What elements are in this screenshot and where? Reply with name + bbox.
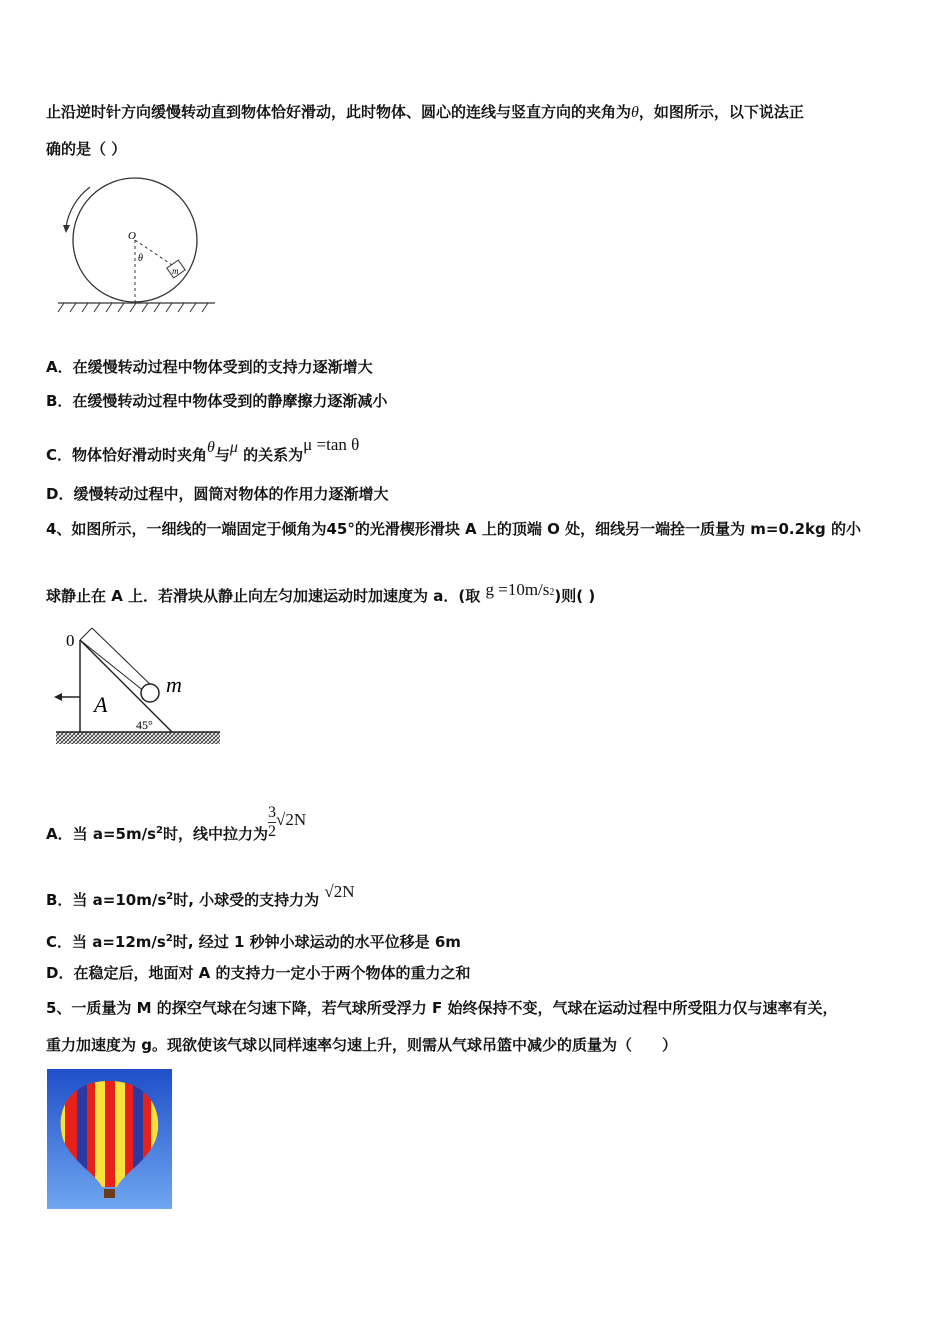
rotation-arrow-icon — [66, 187, 90, 227]
center-label: O — [128, 230, 136, 242]
q4-stem-line1: 4、如图所示，一细线的一端固定于倾角为45°的光滑楔形滑块 A 上的顶端 O 处，细线另一端拴一质量为 m=0.2kg 的小 — [46, 520, 861, 538]
top-label: 0 — [66, 631, 75, 650]
superscript: 2 — [166, 891, 174, 902]
q4-option-c — [46, 929, 461, 952]
q4-option-b — [46, 882, 355, 910]
denominator: 2 — [267, 823, 276, 840]
mu-symbol: μ — [229, 439, 238, 456]
superscript: 2 — [156, 825, 163, 836]
mass-label: m — [172, 266, 179, 276]
ball-label: m — [166, 672, 182, 697]
text: 止沿逆时针方向缓慢转动直到物体恰好滑动，此时物体、圆心的连线与竖直方向的夹角为 — [46, 103, 632, 121]
q5-stem-line2: 重力加速度为 g。现欲使该气球以同样速率匀速上升，则需从气球吊篮中减少的质量为（ ） — [46, 1036, 677, 1054]
text: 的关系为 — [243, 446, 304, 464]
text: ，如图所示，以下说法正 — [638, 103, 804, 121]
formula: μ =tan θ — [303, 435, 360, 454]
fraction — [268, 804, 276, 841]
q3-option-a: A．在缓慢转动过程中物体受到的支持力逐渐增大 — [46, 358, 373, 376]
text: 时, 小球受的支持力为 — [173, 891, 320, 909]
q3-stem-line1 — [46, 102, 804, 123]
q3-stem-line2: 确的是（ ） — [46, 140, 127, 158]
text: C．物体恰好滑动时夹角 — [46, 446, 208, 464]
text: 与 — [214, 446, 230, 464]
text: B．当 a=10m/s — [46, 891, 167, 909]
hot-air-balloon-image — [47, 1069, 172, 1209]
text: A．当 a=5m/s — [46, 825, 156, 843]
superscript: 2 — [549, 587, 555, 598]
theta-symbol: θ — [207, 439, 215, 456]
value: √2N — [324, 882, 355, 901]
angle-label: 45° — [136, 718, 153, 732]
formula: g =10m/s — [485, 580, 550, 599]
angle-label: θ — [138, 253, 143, 264]
text: 球静止在 A 上．若滑块从静止向左匀加速运动时加速度为 a．(取 — [46, 587, 481, 605]
wedge-figure — [50, 622, 225, 750]
q5-stem-line1: 5、一质量为 M 的探空气球在匀速下降，若气球所受浮力 F 始终保持不变，气球在运动过程中所受阻力仅与速率有关， — [46, 999, 838, 1017]
q4-stem-line2 — [46, 580, 595, 606]
rotating-cylinder-figure — [50, 175, 220, 320]
text: C．当 a=12m/s — [46, 933, 166, 951]
q4-option-d: D．在稳定后，地面对 A 的支持力一定小于两个物体的重力之和 — [46, 964, 471, 982]
q3-option-c — [46, 435, 359, 465]
superscript: 2 — [165, 933, 173, 944]
theta-symbol: θ — [631, 104, 639, 121]
text: 时, 经过 1 秒钟小球运动的水平位移是 6m — [172, 933, 461, 951]
q3-option-b: B．在缓慢转动过程中物体受到的静摩擦力逐渐减小 — [46, 392, 388, 410]
numerator: 3 — [267, 804, 276, 821]
block-label: A — [94, 692, 108, 717]
q3-option-d: D．缓慢转动过程中，圆筒对物体的作用力逐渐增大 — [46, 485, 389, 503]
q4-option-a — [46, 804, 307, 844]
text: )则( ) — [554, 587, 596, 605]
text: 时，线中拉力为 — [162, 825, 268, 843]
value: √2N — [275, 810, 307, 829]
